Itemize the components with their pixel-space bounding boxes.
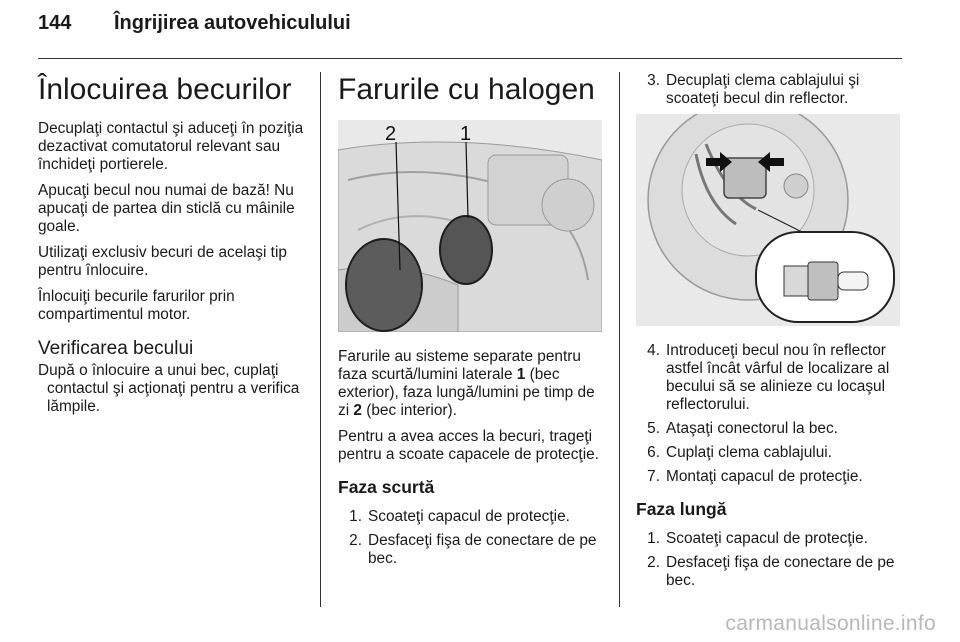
column-divider <box>619 72 620 607</box>
page-number: 144 <box>38 12 72 34</box>
paragraph: După o înlocuire a unui bec, cuplaţi contactul şi acţionaţi pentru a verifica lămpile. <box>38 362 300 415</box>
list-item: 7. Montaţi capacul de protecţie. <box>647 468 863 485</box>
subsection-title: Faza lungă <box>636 499 727 519</box>
column-divider <box>320 72 321 607</box>
column-3 <box>636 72 902 596</box>
list-item: 2. Desfaceţi fişa de conectare de pe bec. <box>349 532 597 567</box>
section-title: Înlocuirea becurilor <box>38 73 292 106</box>
list-item: 5. Ataşaţi conectorul la bec. <box>647 420 838 437</box>
list-item: 1. Scoateţi capacul de protecţie. <box>349 508 570 525</box>
figure-label-1: 1 <box>460 123 472 145</box>
list-item: 6. Cuplaţi clema cablajului. <box>647 444 832 461</box>
chapter-title: Îngrijirea autovehiculului <box>114 12 351 34</box>
subsection-title: Verificarea becului <box>38 338 194 359</box>
header-rule <box>38 58 902 59</box>
column-2 <box>338 72 604 574</box>
paragraph: Înlocuiţi becurile farurilor prin compartimentul motor. <box>38 288 235 323</box>
paragraph: Apucaţi becul nou numai de bază! Nu apucaţi de partea din sticlă cu mâinile goale. <box>38 182 295 235</box>
bulb-removal-figure <box>636 114 900 326</box>
step-list <box>636 530 902 590</box>
watermark: carmanualsonline.info <box>725 612 936 635</box>
paragraph: Farurile au sisteme separate pentru faza scurtă/lumini laterale 1 (bec exterior), faza lungă/lumini pe timp de zi 2 (bec interior). <box>338 348 595 419</box>
section-title: Farurile cu halogen <box>338 73 595 106</box>
halogen-headlamp-figure <box>338 120 602 332</box>
page-header <box>38 12 351 35</box>
list-item: 4. Introduceţi becul nou în reflector astfel încât vârful de localizare al becului să se alinieze cu locaşul reflectorului. <box>647 342 890 413</box>
step-list <box>338 508 604 568</box>
paragraph: Pentru a avea acces la becuri, trageţi pentru a scoate capacele de protecţie. <box>338 428 599 463</box>
subsection-title: Faza scurtă <box>338 477 435 497</box>
column-1 <box>38 72 304 424</box>
paragraph: Utilizaţi exclusiv becuri de acelaşi tip pentru înlocuire. <box>38 244 287 279</box>
list-item: 2. Desfaceţi fişa de conectare de pe bec. <box>647 554 895 589</box>
list-item: 3. Decuplaţi clema cablajului şi scoateţi becul din reflector. <box>647 72 860 107</box>
step-list <box>636 342 902 486</box>
figure-label-2: 2 <box>385 123 397 145</box>
step-list <box>636 72 902 108</box>
paragraph: Decuplaţi contactul şi aduceţi în poziţia dezactivat comutatorul relevant sau închideţi portierele. <box>38 120 304 173</box>
list-item: 1. Scoateţi capacul de protecţie. <box>647 530 868 547</box>
